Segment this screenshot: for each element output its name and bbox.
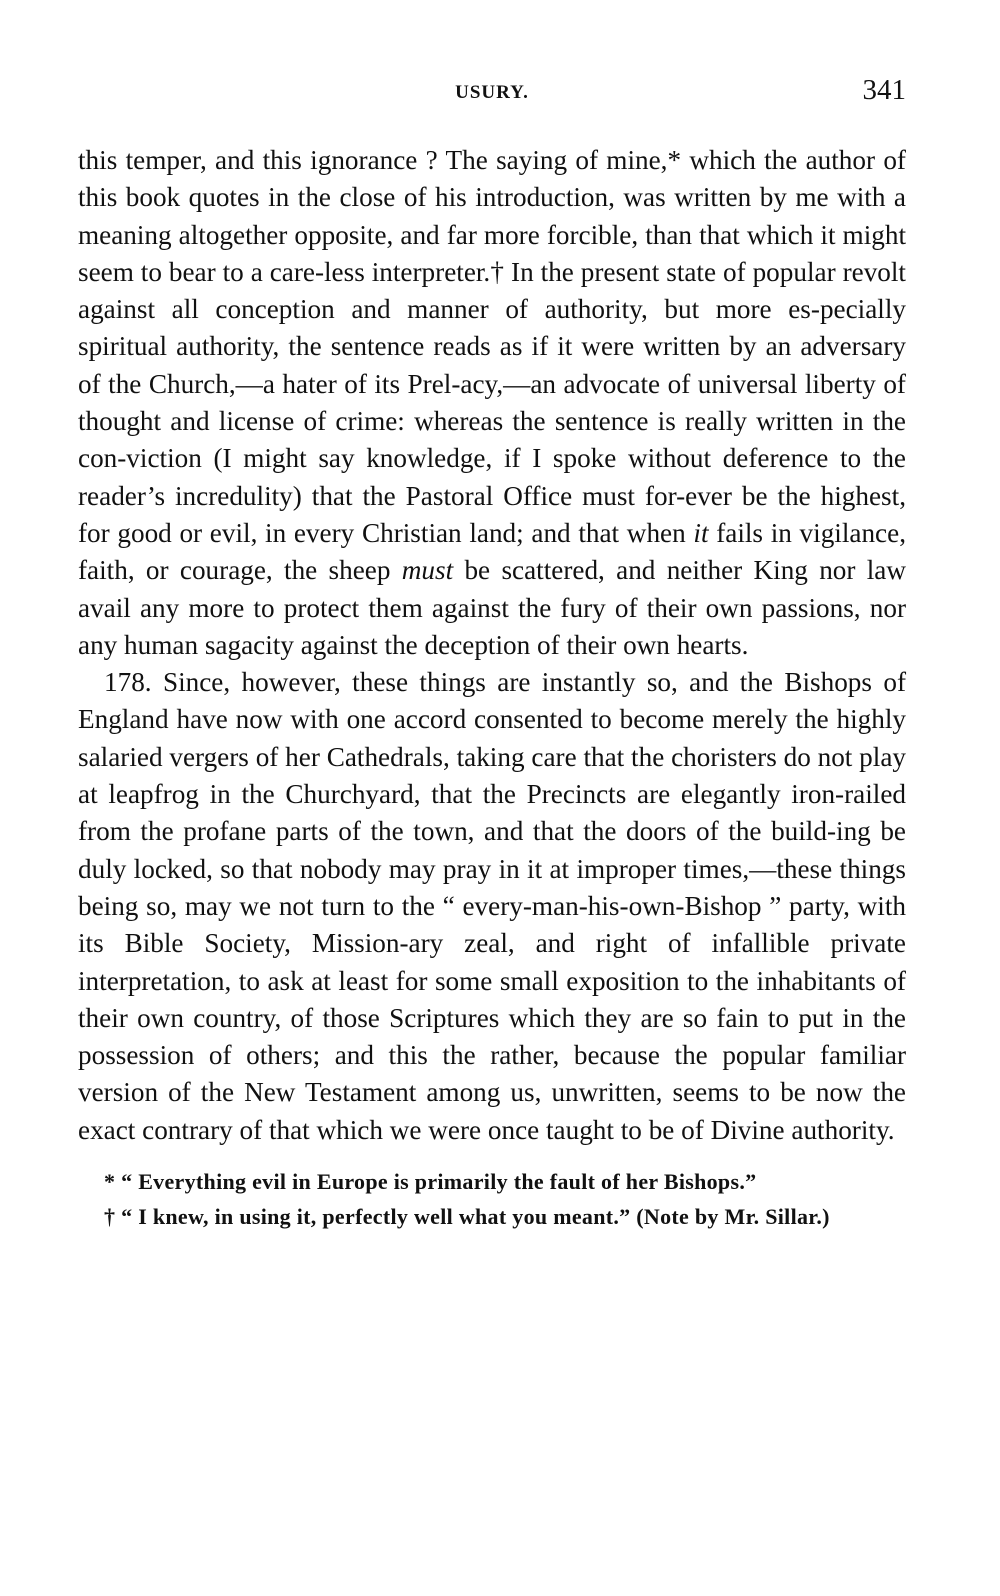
- paragraph-1-text-b: fails in vigilance, faith, or courage, the sheep: [78, 517, 906, 586]
- paragraph-178: 178. Since, however, these things are instantly so, and the Bishops of England have now with one accord consented to become merely the highly salaried vergers of her Cathedrals, taking care that the choristers do not play at leapfrog in the Churchyard, that the Precincts are elegantly iron-railed from the profane parts of the town, and that the doors of the build-ing be duly locked, so that nobody may pray in it at improper times,—these things being so, may we not turn to the “ every-man-his-own-Bishop ” party, with its Bible Society, Mission-ary zeal, and right of infallible private interpretation, to ask at least for some small exposition to the inhabitants of their own country, of those Scriptures which they are so fain to put in the possession of others; and this the rather, because the popular familiar version of the New Testament among us, unwritten, seems to be now the exact contrary of that which we were once taught to be of Divine authority.: [78, 667, 906, 1145]
- paragraph-continued: [78, 142, 906, 664]
- paragraph-1-text-a: this temper, and this ignorance ? The saying of mine,* which the author of this book quotes in the close of his introduction, was written by me with a meaning altogether opposite, and far more forcible, than that which it might seem to bear to a care-less interpreter.† In the present state of popular revolt against all conception and manner of authority, but more es-pecially spiritual authority, the sentence reads as if it were written by an adversary of the Church,—a hater of its Prel-acy,—an advocate of universal liberty of thought and license of crime: whereas the sentence is really written in the con-viction (I might say knowledge, if I spoke without deference to the reader’s incredulity) that the Pastoral Office must for-ever be the highest, for good or evil, in every Christian land; and that when: [78, 145, 906, 548]
- footnotes: [78, 1167, 906, 1231]
- book-page: [78, 70, 906, 1237]
- body-text: [78, 142, 906, 1149]
- footnote-asterisk: * “ Everything evil in Europe is primarily the fault of her Bishops.”: [104, 1169, 757, 1195]
- italic-it: it: [693, 517, 709, 548]
- page-number: 341: [862, 74, 906, 106]
- running-head: USURY.: [455, 82, 529, 103]
- footnote-dagger: † “ I knew, in using it, perfectly well what you meant.” (Note by Mr. Sillar.): [104, 1204, 830, 1230]
- paragraph-1-text-c: be scattered, and neither King nor law avail any more to protect them against the fury of their own passions, nor any human sagacity against the deception of their own hearts.: [78, 555, 907, 660]
- italic-must: must: [401, 555, 454, 586]
- page-header: [78, 70, 906, 110]
